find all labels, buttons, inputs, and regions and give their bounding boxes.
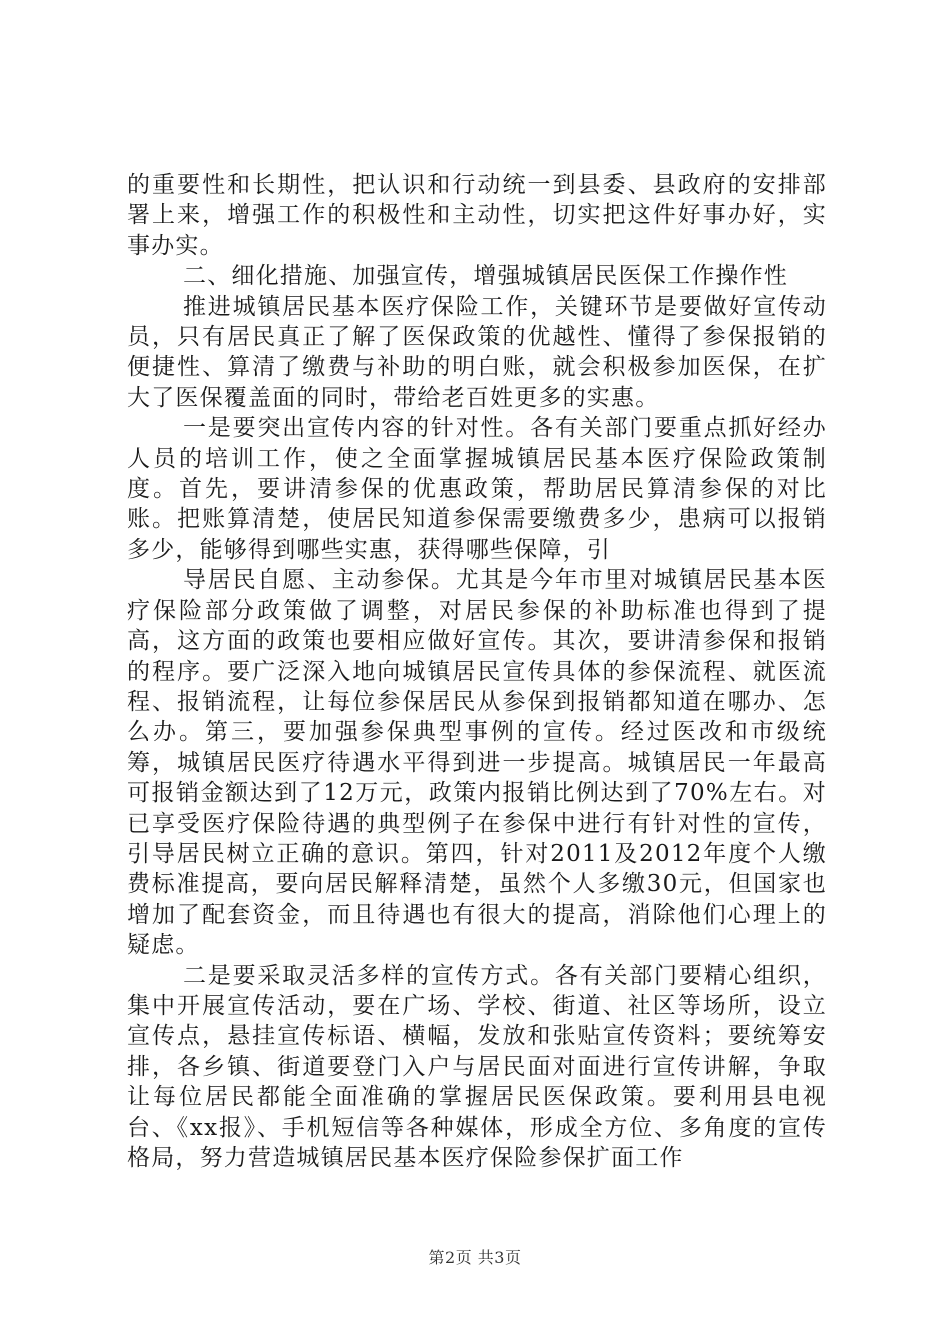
paragraph: 导居民自愿、主动参保。尤其是今年市里对城镇居民基本医疗保险部分政策做了调整，对居民参保的补助标准也得到了提高，这方面的政策也要相应做好宣传。其次，要讲清参保和报销的程序。要广泛深入地向城镇居民宣传具体的参保流程、就医流程、报销流程，让每位参保居民从参保到报销都知道在哪办、怎么办。第三，要加强参保典型事例的宣传。经过医改和市级统筹，城镇居民医疗待遇水平得到进一步提高。城镇居民一年最高可报销金额达到了12万元，政策内报销比例达到了70%左右。对已享受医疗保险待遇的典型例子在参保中进行有针对性的宣传，引导居民树立正确的意识。第四，针对2011及2012年度个人缴费标准提高，要向居民解释清楚，虽然个人多缴30元，但国家也增加了配套资金，而且待遇也有很大的提高，消除他们心理上的疑虑。: [127, 567, 827, 959]
document-body: [127, 170, 827, 1173]
page-footer: [0, 1245, 950, 1268]
paragraph: 二是要采取灵活多样的宣传方式。各有关部门要精心组织，集中开展宣传活动，要在广场、学校、街道、社区等场所，设立宣传点，悬挂宣传标语、横幅，发放和张贴宣传资料；要统筹安排，各乡镇、街道要登门入户与居民面对面进行宣传讲解，争取让每位居民都能全面准确的掌握居民医保政策。要利用县电视台、《xx报》、手机短信等各种媒体，形成全方位、多角度的宣传格局，努力营造城镇居民基本医疗保险参保扩面工作: [127, 962, 827, 1171]
paragraph: 的重要性和长期性，把认识和行动统一到县委、县政府的安排部署上来，增强工作的积极性和主动性，切实把这件好事办好，实事办实。: [127, 172, 827, 259]
paragraph: 推进城镇居民基本医疗保险工作，关键环节是要做好宣传动员，只有居民真正了解了医保政策的优越性、懂得了参保报销的便捷性、算清了缴费与补助的明白账，就会积极参加医保，在扩大了医保覆盖面的同时，带给老百姓更多的实惠。: [127, 293, 827, 411]
page-number-label: 第2页 共3页: [428, 1248, 522, 1267]
paragraph: 一是要突出宣传内容的针对性。各有关部门要重点抓好经办人员的培训工作，使之全面掌握城镇居民基本医疗保险政策制度。首先，要讲清参保的优惠政策，帮助居民算清参保的对比账。把账算清楚，使居民知道参保需要缴费多少，患病可以报销多少，能够得到哪些实惠，获得哪些保障，引: [127, 415, 827, 563]
section-heading: 二、细化措施、加强宣传，增强城镇居民医保工作操作性: [183, 263, 788, 290]
